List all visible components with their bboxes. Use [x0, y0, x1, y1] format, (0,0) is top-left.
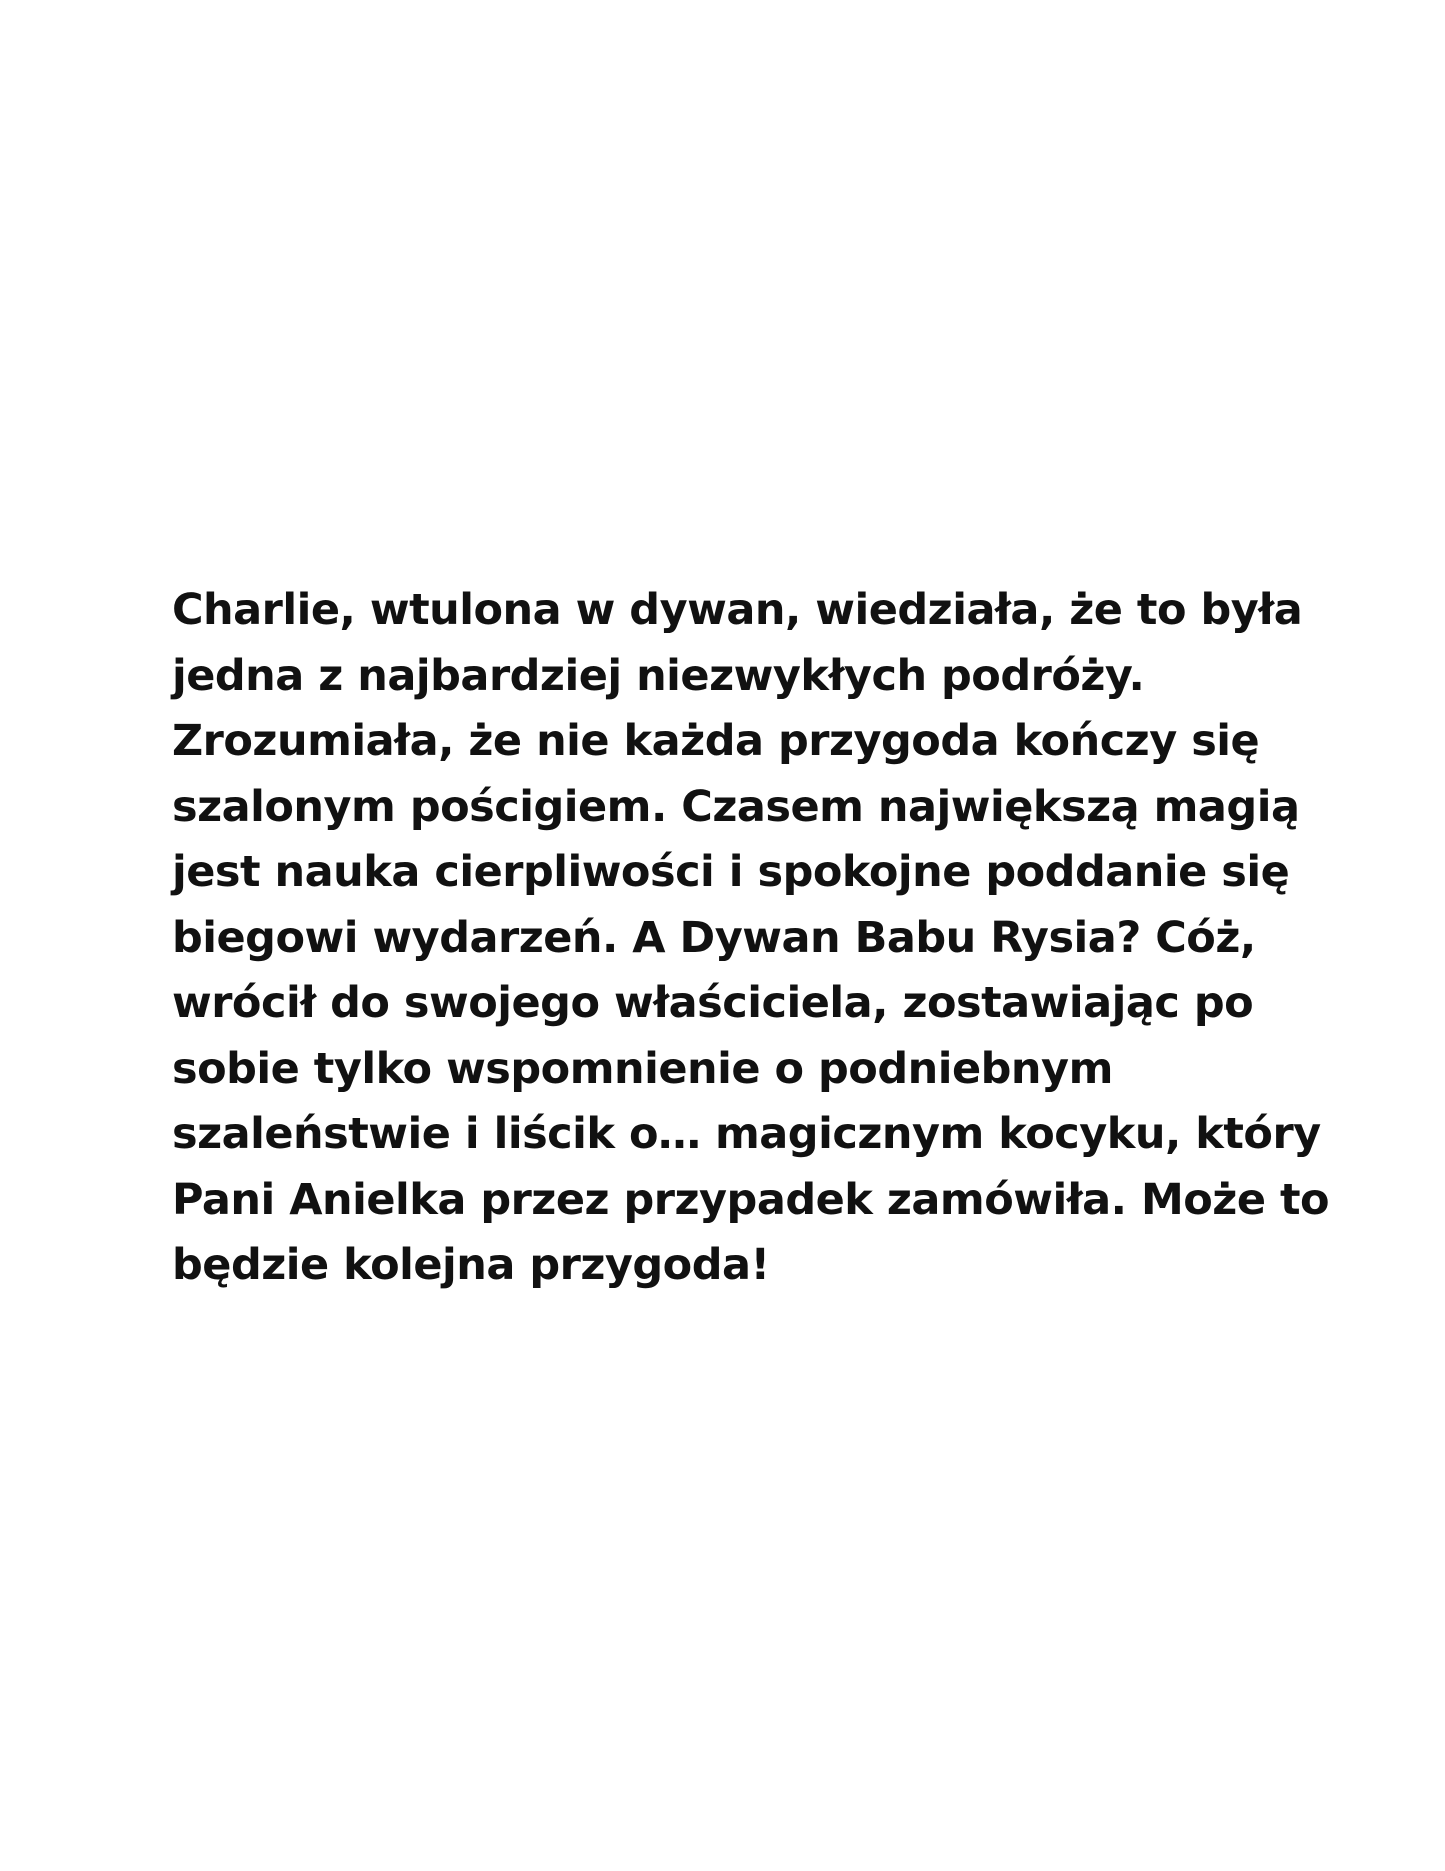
story-line: jedna z najbardziej niezwykłych podróży. [172, 650, 1145, 701]
story-line: Pani Anielka przez przypadek zamówiła. Może to [172, 1174, 1330, 1225]
story-line: będzie kolejna przygoda! [172, 1240, 770, 1290]
story-line: jest nauka cierpliwości i spokojne poddanie się [172, 847, 1290, 897]
story-line: biegowi wydarzeń. A Dywan Babu Rysia? Cóż, [172, 912, 1256, 963]
story-line: szaleństwie i liścik o… magicznym kocyku, który [172, 1109, 1321, 1159]
story-line: sobie tylko wspomnienie o podniebnym [172, 1043, 1113, 1094]
story-line: szalonym pościgiem. Czasem największą magią [172, 781, 1300, 832]
story-paragraph [172, 578, 1330, 1299]
story-line: Zrozumiała, że nie każda przygoda kończy się [172, 716, 1260, 766]
story-line: wrócił do swojego właściciela, zostawiając po [172, 978, 1254, 1028]
story-line: Charlie, wtulona w dywan, wiedziała, że to była [172, 585, 1303, 635]
